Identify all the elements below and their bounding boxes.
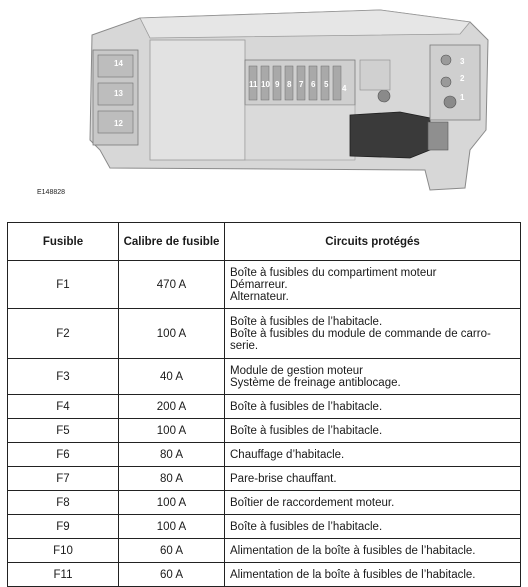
table-row (8, 395, 521, 419)
table-row (8, 443, 521, 467)
circuit-line: Alternateur. (230, 290, 289, 303)
protected-circuits: Boîtier de raccordement moteur. (225, 491, 521, 515)
fuse-id: F8 (8, 491, 119, 515)
circuit-line: Module de gestion moteur (230, 364, 363, 377)
fuse-box-illustration (0, 0, 528, 200)
fuse-id: F9 (8, 515, 119, 539)
callout-12: 12 (114, 119, 123, 128)
fuse-rating: 200 A (119, 395, 225, 419)
table-row (8, 261, 521, 309)
fuse-id: F4 (8, 395, 119, 419)
callout-2: 2 (460, 74, 465, 83)
callout-11: 11 (249, 80, 258, 89)
fuse-id: F7 (8, 467, 119, 491)
circuit-line: Boîte à fusibles du module de commande de carro- (230, 327, 491, 340)
protected-circuits: Pare-brise chauffant. (225, 467, 521, 491)
fuse-rating: 80 A (119, 443, 225, 467)
circuit-line: Boîte à fusibles du compartiment moteur (230, 266, 437, 279)
table-row (8, 467, 521, 491)
callout-5: 5 (324, 80, 329, 89)
header-circuits: Circuits protégés (225, 223, 521, 261)
table-row (8, 491, 521, 515)
protected-circuits: Boîte à fusibles de l’habitacle. (225, 419, 521, 443)
table-row (8, 309, 521, 359)
header-rating: Calibre de fusible (119, 223, 225, 261)
callout-4: 4 (342, 84, 347, 93)
table-row (8, 359, 521, 395)
fuse-id: F6 (8, 443, 119, 467)
fuse-rating: 40 A (119, 359, 225, 395)
fuse-rating: 100 A (119, 309, 225, 359)
figure-code: E148828 (37, 189, 66, 196)
table-row (8, 515, 521, 539)
callout-3: 3 (460, 57, 465, 66)
protected-circuits: Chauffage d’habitacle. (225, 443, 521, 467)
callout-10: 10 (261, 80, 270, 89)
protected-circuits (225, 359, 521, 395)
circuit-line: Boîte à fusibles de l’habitacle. (230, 315, 383, 328)
circuit-line: serie. (230, 339, 259, 352)
protected-circuits: Boîte à fusibles de l’habitacle. (225, 515, 521, 539)
fuse-rating: 100 A (119, 491, 225, 515)
fuse-rating: 100 A (119, 419, 225, 443)
fuse-rating: 60 A (119, 539, 225, 563)
fuse-id: F5 (8, 419, 119, 443)
fuse-rating: 470 A (119, 261, 225, 309)
fuse-rating: 100 A (119, 515, 225, 539)
fuse-table (7, 222, 521, 587)
fuse-id: F1 (8, 261, 119, 309)
table-header-row (8, 223, 521, 261)
callout-9: 9 (275, 80, 280, 89)
fuse-id: F11 (8, 563, 119, 587)
table-row (8, 539, 521, 563)
callout-13: 13 (114, 89, 123, 98)
header-fuse: Fusible (8, 223, 119, 261)
fuse-rating: 60 A (119, 563, 225, 587)
fuse-id: F2 (8, 309, 119, 359)
protected-circuits: Alimentation de la boîte à fusibles de l’habitacle. (225, 539, 521, 563)
protected-circuits (225, 261, 521, 309)
circuit-line: Système de freinage antiblocage. (230, 376, 401, 389)
protected-circuits: Boîte à fusibles de l’habitacle. (225, 395, 521, 419)
table-row (8, 419, 521, 443)
fuse-id: F10 (8, 539, 119, 563)
callout-14: 14 (114, 59, 123, 68)
callout-7: 7 (299, 80, 304, 89)
circuit-line: Démarreur. (230, 278, 288, 291)
callout-8: 8 (287, 80, 292, 89)
fuse-id: F3 (8, 359, 119, 395)
callout-6: 6 (311, 80, 316, 89)
protected-circuits (225, 309, 521, 359)
protected-circuits: Alimentation de la boîte à fusibles de l’habitacle. (225, 563, 521, 587)
fuse-rating: 80 A (119, 467, 225, 491)
callout-1: 1 (460, 93, 465, 102)
